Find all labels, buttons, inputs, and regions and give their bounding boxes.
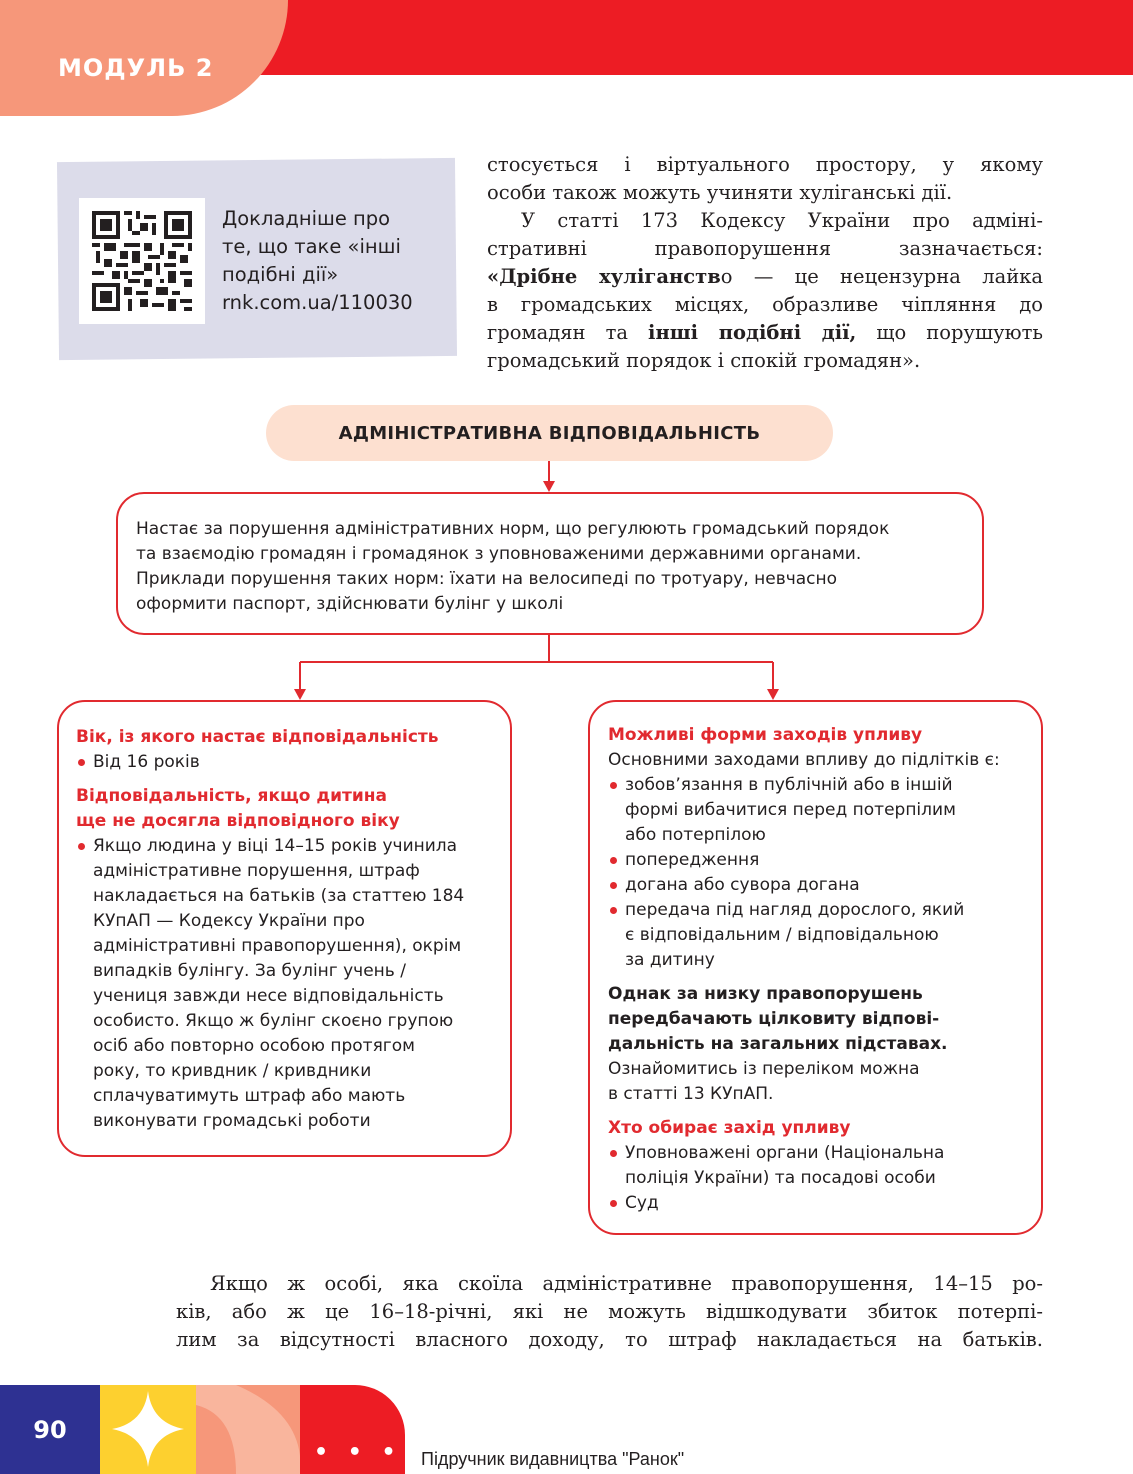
star-decoration-icon <box>100 1385 196 1474</box>
text-line: ків, або ж це 16–18-річні, які не можуть відшкодувати збиток потерпі- <box>176 1300 1043 1323</box>
section-heading: ще не досягла відповідного віку <box>76 811 400 831</box>
bold-note-line: дальність на загальних підставах. <box>608 1034 948 1054</box>
section-heading: Вік, із якого настає відповідальність <box>76 727 439 747</box>
text-line: стративні правопорушення зазначається: <box>487 237 1043 260</box>
term-bold: інші подібні дії, <box>648 321 857 344</box>
section-heading: Відповідальність, якщо дитина <box>76 786 388 806</box>
text-fragment: о — це нецензурна лайка <box>720 265 1044 288</box>
bullet-continuation: року, то кривдник / кривдники <box>93 1061 372 1081</box>
text-fragment: що порушують <box>856 321 1043 344</box>
article-top-text <box>487 151 1043 375</box>
qr-note-text <box>222 205 452 317</box>
qr-note-line: подібні дії» <box>222 263 339 286</box>
section-heading: Хто обирає захід упливу <box>608 1118 851 1138</box>
bullet-item: догана або сувора догана <box>608 873 1031 898</box>
article-bottom-text <box>176 1270 1043 1354</box>
bold-note-line: передбачають цілковиту відпові- <box>608 1009 940 1029</box>
bullet-item: Якщо людина у віці 14–15 років учинила <box>76 834 500 859</box>
definition-line: та взаємодію громадян і громадянок з уповноваженими державними органами. <box>136 544 862 564</box>
bullet-continuation: учениця завжди несе відповідальність <box>93 986 444 1006</box>
text-line: лим за відсутності власного доходу, то штраф накладається на батьків. <box>176 1328 1043 1351</box>
footer-yellow-block <box>100 1385 196 1474</box>
bullet-item: Уповноважені органи (Національна <box>608 1141 1031 1166</box>
bullet-continuation: виконувати громадські роботи <box>93 1111 371 1131</box>
page-number: 90 <box>33 1415 67 1444</box>
footer-salmon-block <box>196 1385 306 1474</box>
bullet-item: Від 16 років <box>76 750 500 775</box>
bullet-item: передача під нагляд дорослого, який <box>608 898 1031 923</box>
bullet-continuation: накладається на батьків (за статтею 184 <box>93 886 465 906</box>
definition-box <box>116 492 984 635</box>
bullet-continuation: за дитину <box>625 950 715 970</box>
bullet-continuation: сплачуватимуть штраф або мають <box>93 1086 406 1106</box>
bullet-continuation: КУпАП — Кодексу України про <box>93 911 365 931</box>
influence-measures-box <box>588 700 1043 1235</box>
section-heading: Можливі форми заходів упливу <box>608 725 923 745</box>
definition-line: Настає за порушення адміністративних норм, що регулюють громадський порядок <box>136 519 890 539</box>
bullet-continuation: осіб або повторно особою протягом <box>93 1036 415 1056</box>
text-fragment: громадян та <box>487 321 649 344</box>
diagram-title: АДМІНІСТРАТИВНА ВІДПОВІДАЛЬНІСТЬ <box>266 405 833 461</box>
definition-line: Приклади порушення таких норм: їхати на велосипеді по тротуару, невчасно <box>136 569 838 589</box>
note-line: в статті 13 КУпАП. <box>608 1084 774 1104</box>
qr-note-line: Докладніше про <box>222 207 391 230</box>
qr-note-line: те, що таке «інші <box>222 235 401 258</box>
intro-line: Основними заходами впливу до підлітків є: <box>608 750 1000 770</box>
bullet-continuation: адміністративне порушення, штраф <box>93 861 420 881</box>
note-line: Ознайомитись із переліком можна <box>608 1059 920 1079</box>
publisher-label: Підручник видавництва "Ранок" <box>421 1449 685 1469</box>
definition-line: оформити паспорт, здійснювати булінг у школі <box>136 594 564 614</box>
text-line: громадський порядок і спокій громадян». <box>487 349 921 372</box>
bullet-item: попередження <box>608 848 1031 873</box>
text-line: У статті 173 Кодексу України про адміні- <box>521 209 1043 232</box>
bullet-item: Суд <box>608 1191 1031 1216</box>
bullet-continuation: або потерпілою <box>625 825 766 845</box>
bullet-continuation: особисто. Якщо ж булінг скоєно групою <box>93 1011 454 1031</box>
text-line <box>487 263 1043 291</box>
text-line: стосується і віртуального простору, у якому <box>487 153 1043 176</box>
term-bold: «Дрібне хуліганств <box>487 265 721 288</box>
bullet-continuation: формі вибачитися перед потерпілим <box>625 800 956 820</box>
qr-code-icon[interactable] <box>92 211 192 311</box>
module-title: МОДУЛЬ 2 <box>58 54 214 82</box>
bullet-continuation: є відповідальним / відповідальною <box>625 925 939 945</box>
footer-dots: • • • • <box>314 1440 436 1465</box>
bold-note-line: Однак за низку правопорушень <box>608 984 923 1004</box>
qr-note-link[interactable]: rnk.com.ua/110030 <box>222 291 413 314</box>
text-line: в громадських місцях, образливе чіпляння до <box>487 293 1043 316</box>
bullet-continuation: випадків булінгу. За булінг учень / <box>93 961 406 981</box>
leaf-decoration-icon <box>196 1385 306 1474</box>
text-line: особи також можуть учиняти хуліганські дії. <box>487 181 953 204</box>
bullet-continuation: поліція України) та посадові особи <box>625 1168 936 1188</box>
text-line <box>487 319 1043 347</box>
age-responsibility-box <box>57 700 512 1157</box>
text-line: Якщо ж особі, яка скоїла адміністративне правопорушення, 14–15 ро- <box>210 1272 1043 1295</box>
bullet-item: зобов’язання в публічній або в іншій <box>608 773 1031 798</box>
bullet-continuation: адміністративні правопорушення), окрім <box>93 936 462 956</box>
